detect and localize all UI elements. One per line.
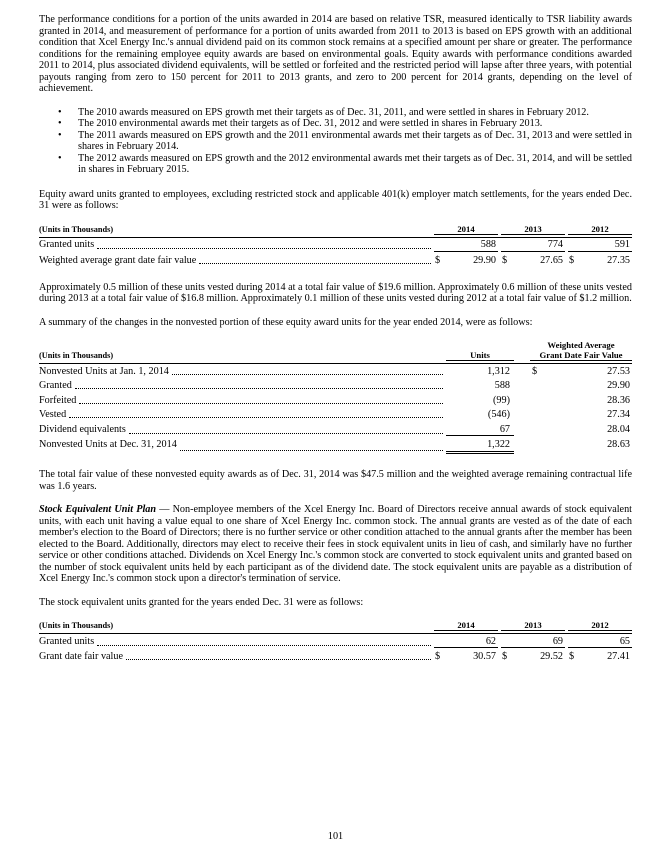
- dot-leader: [79, 395, 443, 404]
- paragraph-equity-intro: Equity award units granted to employees, excluding restricted stock and applicable 401(k) employer match settlements, for the years ended Dec. 31 were as follows:: [39, 188, 632, 211]
- cell-value: 591: [614, 239, 630, 250]
- units-in-thousands-label: (Units in Thousands): [39, 621, 114, 630]
- table-row: [39, 364, 632, 379]
- row-label: Forfeited: [39, 394, 77, 406]
- row-label: Granted units: [39, 635, 95, 647]
- table-header-row: [39, 224, 632, 238]
- value-cell: [434, 636, 498, 649]
- bullet-item: [39, 118, 632, 130]
- value-cell: [501, 255, 565, 267]
- cell-value: 29.90: [607, 380, 630, 391]
- cell-value: 27.41: [607, 651, 630, 662]
- stock-equivalent-units-table: [39, 620, 632, 664]
- year-column-header-2013: 2013: [501, 620, 565, 631]
- table-row: [39, 408, 632, 423]
- fair-value-column-header: [530, 340, 632, 361]
- stock-plan-heading: Stock Equivalent Unit Plan: [39, 504, 157, 515]
- fair-value-cell: [530, 395, 632, 407]
- row-label: Nonvested Units at Dec. 31, 2014: [39, 439, 177, 450]
- value-cell: [434, 239, 498, 252]
- fair-value-header-line1: Weighted Average: [547, 340, 615, 350]
- equity-units-granted-table: [39, 224, 632, 268]
- table-row: [39, 634, 632, 650]
- cell-value: 29.90: [473, 254, 496, 266]
- value-cell: [434, 255, 498, 267]
- value-cell: [501, 636, 565, 649]
- dollar-sign: $: [569, 254, 575, 266]
- paragraph-performance-conditions: The performance conditions for a portion of the units awarded in 2014 are based on relative TSR, measured identically to TSR liability awards granted in 2014, and measurement of performance for a portion of units awarded from 2011 to 2013 is based on EPS growth with an additional condition that Xcel Energy Inc.'s annual dividend paid on its common stock remains at a specified amount per share or greater. The performance conditions for the remaining employee equity awards are based on environmental goals. Equity awards with performance conditions awarded 2011 to 2014, plus associated dividend equivalents, will be settled or forfeited and the restricted period will lapse after three years, with potential payouts ranging from zero to 150 percent for 2011 to 2013 grants, and zero to 200 percent for 2014 grants, depending on the level of achievement.: [39, 14, 632, 94]
- year-column-header-2012: 2012: [568, 620, 632, 631]
- column-gap: [514, 395, 530, 407]
- year-column-header-2013: 2013: [501, 224, 565, 235]
- bullet-marker: •: [58, 152, 62, 164]
- paragraph-stock-equivalent-unit-plan: [39, 504, 632, 585]
- fair-value-header-line2: Grant Date Fair Value: [539, 350, 623, 360]
- cell-value: 30.57: [473, 651, 496, 662]
- dollar-sign: $: [532, 365, 538, 377]
- row-label: Granted: [39, 380, 72, 391]
- column-gap: [514, 409, 530, 421]
- row-label: Granted units: [39, 239, 95, 250]
- units-in-thousands-label: (Units in Thousands): [39, 224, 114, 234]
- page-number: 101: [327, 830, 344, 842]
- cell-value: 29.52: [540, 651, 563, 662]
- bullet-text: The 2010 environmental awards met their targets as of Dec. 31, 2012 and were settled in shares in February 2013.: [78, 118, 543, 129]
- value-cell: [501, 239, 565, 252]
- table-row: [39, 393, 632, 408]
- dollar-sign: $: [435, 254, 441, 266]
- nonvested-units-table: [39, 340, 632, 455]
- cell-value: 62: [485, 635, 496, 647]
- table-row: [39, 379, 632, 394]
- dot-leader: [129, 424, 443, 434]
- fair-value-cell: [530, 366, 632, 378]
- bullet-text: The 2010 awards measured on EPS growth met their targets as of Dec. 31, 2011, and were settled in shares in February 2012.: [78, 106, 589, 118]
- value-cell: [501, 651, 565, 663]
- row-label: Vested: [39, 409, 67, 420]
- table-row: [39, 422, 632, 438]
- dollar-sign: $: [502, 254, 508, 266]
- year-column-header-2012: 2012: [568, 224, 632, 235]
- fair-value-cell: [530, 424, 632, 437]
- bullet-item: [39, 107, 632, 119]
- column-gap: [514, 424, 530, 437]
- units-cell: 588: [494, 380, 510, 391]
- table-row: [39, 650, 632, 665]
- bullet-marker: •: [58, 118, 62, 129]
- units-cell: (546): [487, 409, 510, 420]
- row-label: Nonvested Units at Jan. 1, 2014: [39, 365, 169, 377]
- units-total-cell: 1,322: [446, 439, 514, 454]
- dot-leader: [97, 636, 431, 646]
- paragraph-stock-units-intro: The stock equivalent units granted for the years ended Dec. 31 were as follows:: [39, 596, 364, 608]
- units-cell: (99): [493, 394, 510, 406]
- fair-value-cell: [530, 409, 632, 421]
- year-column-header-2014: 2014: [434, 620, 498, 631]
- dot-leader: [172, 366, 443, 375]
- table-total-row: [39, 438, 632, 456]
- row-label: Dividend equivalents: [39, 423, 126, 435]
- cell-value: 27.65: [540, 254, 563, 266]
- column-gap: [514, 380, 530, 392]
- units-cell: 67: [446, 424, 514, 437]
- fair-value-cell: [530, 380, 632, 392]
- paragraph-nonvested-total: The total fair value of these nonvested equity awards as of Dec. 31, 2014 was $47.5 million and the weighted average remaining contractual life was 1.6 years.: [39, 469, 632, 492]
- dot-leader: [69, 409, 443, 418]
- table-row: [39, 253, 632, 268]
- cell-value: 27.53: [607, 365, 630, 377]
- cell-value: 774: [547, 239, 563, 250]
- cell-value: 27.35: [607, 254, 630, 266]
- cell-value: 27.34: [607, 409, 630, 420]
- paragraph-summary-intro: A summary of the changes in the nonvested portion of these equity award units for the year ended 2014, were as follows:: [39, 316, 533, 328]
- stock-plan-body: — Non-employee members of the Xcel Energy Inc. Board of Directors receive annual awards of stock equivalent units, with each unit having a value equal to one share of Xcel Energy Inc. common stock. The annual grants are vested as of the date of each member's election to the Board of Directors; there is no further service or other condition attached to the annual grants after the member has been elected to the Board. Additionally, directors may elect to receive their fees in stock equivalent units in lieu of cash, and similarly have no further service or other conditions attached. Dividends on Xcel Energy Inc.'s common stock are converted to stock equivalent units and granted based on the number of stock equivalent units held by each participant as of the dividend date. The stock equivalent units are payable as a distribution of Xcel Energy Inc.'s common stock upon a director's termination of service.: [39, 504, 632, 584]
- dot-leader: [180, 439, 443, 451]
- row-label: Weighted average grant date fair value: [39, 254, 197, 266]
- bullet-marker: •: [58, 129, 62, 141]
- dot-leader: [199, 255, 431, 264]
- bullet-marker: •: [58, 106, 62, 118]
- bullet-item: [39, 130, 632, 153]
- cell-value: 28.36: [607, 394, 630, 406]
- paragraph-vesting: Approximately 0.5 million of these units vested during 2014 at a total fair value of $19.6 million. Approximately 0.6 million of these units vested during 2013 at a total fair value of $16.8 million. Approximately 0.1 million of these units vested during 2012 at a total fair value of $1.2 million.: [39, 281, 632, 304]
- column-gap: [514, 439, 530, 454]
- dollar-sign: $: [569, 651, 575, 662]
- year-column-header-2014: 2014: [434, 224, 498, 235]
- value-cell: [568, 255, 632, 267]
- cell-value: 588: [480, 239, 496, 250]
- column-gap: [514, 366, 530, 378]
- fair-value-cell: [530, 439, 632, 454]
- value-cell: [568, 651, 632, 663]
- value-cell: [434, 651, 498, 663]
- bullet-item: [39, 153, 632, 176]
- cell-value: 28.63: [607, 439, 630, 450]
- cell-value: 65: [619, 635, 630, 647]
- dollar-sign: $: [435, 651, 441, 662]
- awards-bullet-list: [39, 107, 632, 176]
- table-header-row: [39, 620, 632, 634]
- dollar-sign: $: [502, 651, 508, 662]
- units-column-header: Units: [446, 350, 514, 361]
- value-cell: [568, 636, 632, 649]
- bullet-text: The 2012 awards measured on EPS growth and the 2012 environmental awards met their targets as of Dec. 31, 2014, and will be settled in shares in February 2015.: [78, 152, 632, 175]
- units-in-thousands-label: (Units in Thousands): [39, 351, 114, 360]
- dot-leader: [75, 380, 443, 389]
- bullet-text: The 2011 awards measured on EPS growth and the 2011 environmental awards met their targets as of Dec. 31, 2013 and were settled in shares in February 2014.: [78, 129, 632, 152]
- value-cell: [568, 239, 632, 252]
- dot-leader: [126, 651, 431, 660]
- table-row: [39, 238, 632, 254]
- table-header-row: [39, 340, 632, 364]
- row-label: Grant date fair value: [39, 651, 124, 662]
- units-cell: 1,312: [487, 365, 510, 377]
- dot-leader: [97, 239, 431, 249]
- cell-value: 28.04: [607, 423, 630, 435]
- cell-value: 69: [552, 635, 563, 647]
